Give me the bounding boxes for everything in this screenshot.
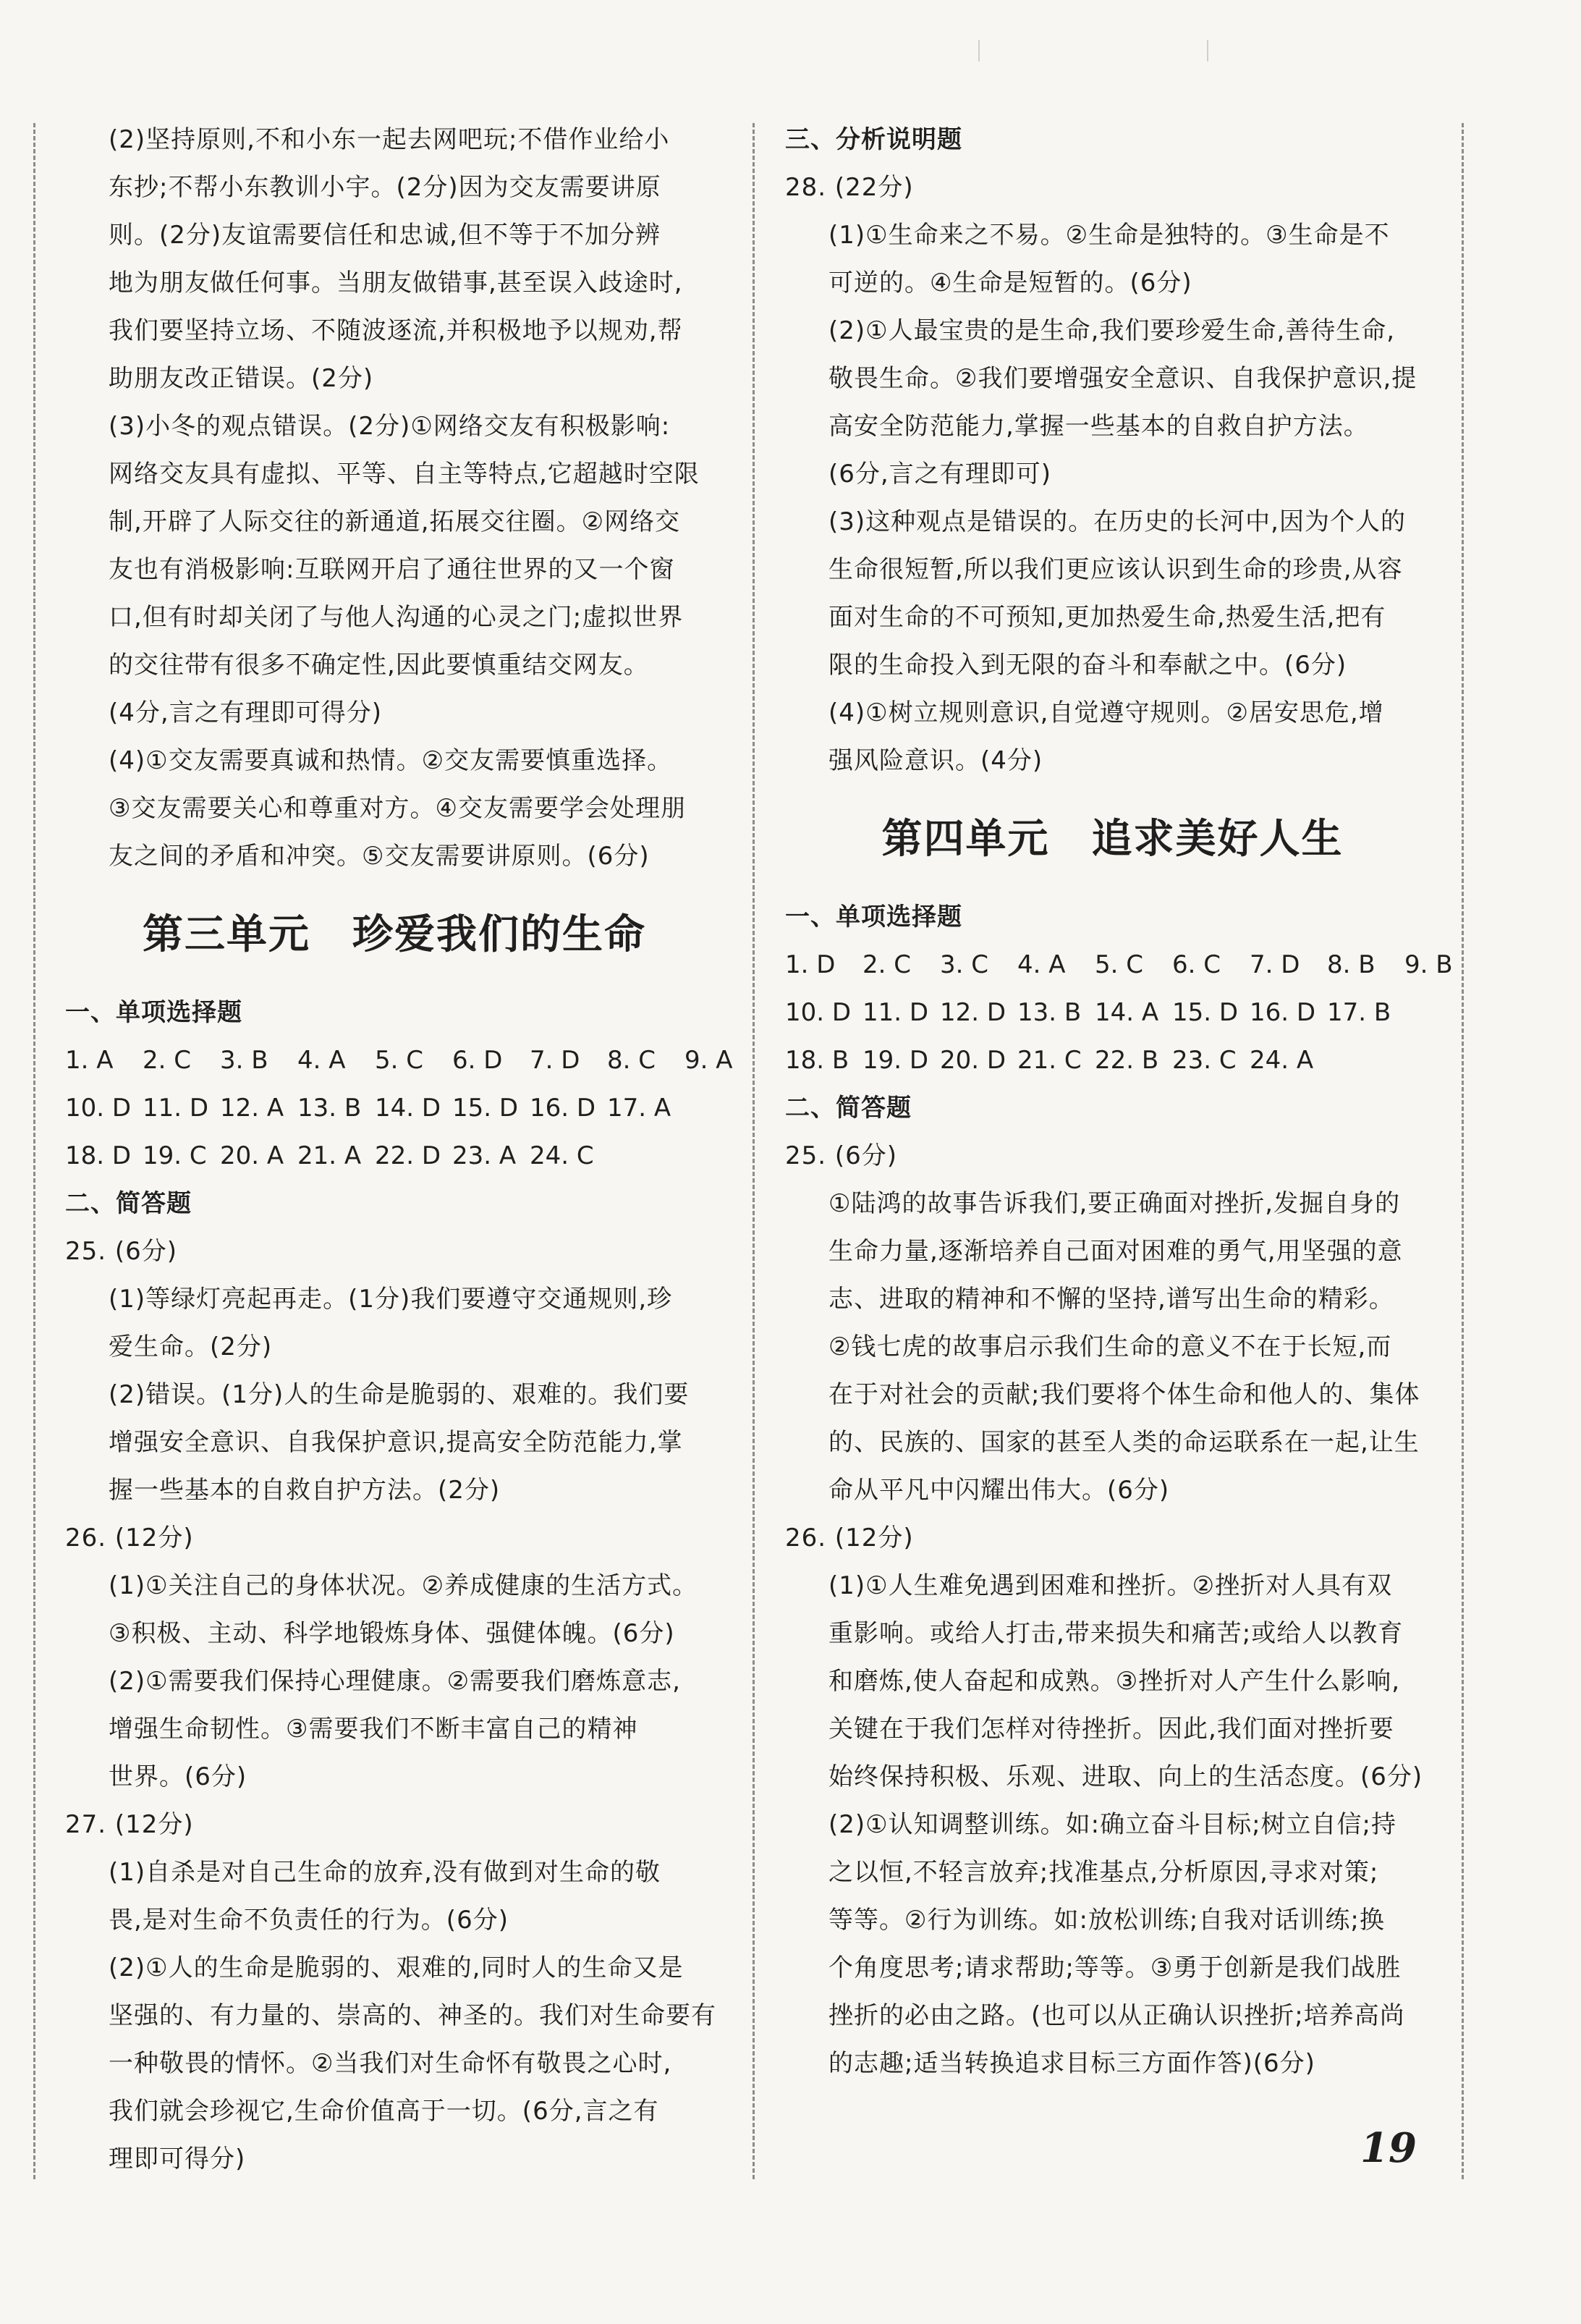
text-line: 面对生命的不可预知,更加热爱生命,热爱生活,把有	[828, 603, 1386, 632]
text-line: 的志趣;适当转换追求目标三方面作答)(6分)	[828, 2049, 1315, 2078]
unit-title: 第四单元 追求美好人生	[881, 815, 1344, 863]
answer-item: 22. B	[1095, 1046, 1159, 1075]
text-line: 友之间的矛盾和冲突。⑤交友需要讲原则。(6分)	[109, 842, 650, 871]
text-line: 可逆的。④生命是短暂的。(6分)	[828, 269, 1192, 297]
answer-item: 13. B	[297, 1094, 362, 1123]
text-line: 畏,是对生命不负责任的行为。(6分)	[109, 1906, 509, 1935]
answer-item: 6. C	[1172, 950, 1221, 979]
text-line: 强风险意识。(4分)	[828, 746, 1043, 775]
text-line: 个角度思考;请求帮助;等等。③勇于创新是我们战胜	[828, 1953, 1402, 1982]
answer-item: 24. C	[530, 1141, 594, 1170]
text-line: 高安全防范能力,掌握一些基本的自救自护方法。	[828, 412, 1369, 441]
answer-item: 19. C	[143, 1141, 207, 1170]
text-line: 在于对社会的贡献;我们要将个体生命和他人的、集体	[828, 1380, 1420, 1409]
text-line: 我们就会珍视它,生命价值高于一切。(6分,言之有	[109, 2097, 659, 2126]
scan-mark	[978, 40, 980, 62]
question-27-answer	[65, 1848, 724, 2183]
answer-item: 3. B	[220, 1046, 268, 1075]
section-heading: 三、分析说明题	[785, 125, 962, 154]
text-line: 关键在于我们怎样对待挫折。因此,我们面对挫折要	[828, 1715, 1394, 1744]
text-line: ③积极、主动、科学地锻炼身体、强健体魄。(6分)	[109, 1619, 675, 1648]
text-line: 口,但有时却关闭了与他人沟通的心灵之门;虚拟世界	[109, 603, 684, 632]
question-number: 27. (12分)	[65, 1810, 194, 1839]
answer-item: 3. C	[940, 950, 988, 979]
answer-item: 15. D	[1172, 998, 1239, 1027]
text-line: (2)①人的生命是脆弱的、艰难的,同时人的生命又是	[109, 1953, 684, 1982]
text-line: 爱生命。(2分)	[109, 1332, 273, 1361]
text-line: ①陆鸿的故事告诉我们,要正确面对挫折,发掘自身的	[828, 1189, 1401, 1218]
text-line: 生命力量,逐渐培养自己面对困难的勇气,用坚强的意	[828, 1237, 1403, 1266]
answer-item: 6. D	[452, 1046, 503, 1075]
answer-item: 21. A	[297, 1141, 362, 1170]
text-line: (6分,言之有理即可)	[828, 460, 1051, 489]
page-number: 19	[1360, 2124, 1417, 2172]
text-line: 限的生命投入到无限的奋斗和奉献之中。(6分)	[828, 651, 1347, 680]
text-line: 则。(2分)友谊需要信任和忠诚,但不等于不加分辨	[109, 221, 661, 250]
answer-item: 24. A	[1250, 1046, 1314, 1075]
question-25-answer	[65, 1275, 724, 1514]
text-line: (4)①交友需要真诚和热情。②交友需要慎重选择。	[109, 746, 673, 775]
answer-item: 8. C	[607, 1046, 656, 1075]
answer-item: 14. A	[1095, 998, 1159, 1027]
section-heading: 二、简答题	[785, 1094, 912, 1123]
answer-item: 5. C	[1095, 950, 1143, 979]
text-line: 握一些基本的自救自护方法。(2分)	[109, 1476, 501, 1505]
text-line: (3)小冬的观点错误。(2分)①网络交友有积极影响:	[109, 412, 671, 441]
answer-item: 22. D	[375, 1141, 441, 1170]
text-line: (3)这种观点是错误的。在历史的长河中,因为个人的	[828, 507, 1406, 536]
answer-item: 10. D	[65, 1094, 132, 1123]
text-line: 网络交友具有虚拟、平等、自主等特点,它超越时空限	[109, 460, 700, 489]
question-number: 28. (22分)	[785, 173, 914, 202]
question-28-answer	[785, 211, 1440, 785]
text-line: 增强安全意识、自我保护意识,提高安全防范能力,掌	[109, 1428, 683, 1457]
answer-item: 20. D	[940, 1046, 1006, 1075]
text-line: 我们要坚持立场、不随波逐流,并积极地予以规劝,帮	[109, 316, 683, 345]
answer-row	[785, 1036, 1440, 1084]
answer-item: 15. D	[452, 1094, 519, 1123]
question-25-answer	[785, 1180, 1440, 1514]
right-column	[785, 116, 1453, 2087]
unit-title: 第三单元 珍爱我们的生命	[143, 910, 646, 958]
answer-item: 7. D	[530, 1046, 580, 1075]
text-line: 友也有消极影响:互联网开启了通往世界的又一个窗	[109, 555, 675, 584]
answer-item: 12. D	[940, 998, 1006, 1027]
answer-item: 19. D	[862, 1046, 929, 1075]
text-line: 助朋友改正错误。(2分)	[109, 364, 374, 393]
text-line: 理即可得分)	[109, 2145, 246, 2173]
answer-item: 2. C	[143, 1046, 191, 1075]
text-line: (2)①人最宝贵的是生命,我们要珍爱生命,善待生命,	[828, 316, 1396, 345]
text-line: 的交往带有很多不确定性,因此要慎重结交网友。	[109, 651, 649, 680]
text-line: 敬畏生命。②我们要增强安全意识、自我保护意识,提	[828, 364, 1417, 393]
answer-item: 7. D	[1250, 950, 1300, 979]
answer-item: 2. C	[862, 950, 911, 979]
left-margin-rule	[33, 123, 35, 2179]
text-line: (1)自杀是对自己生命的放弃,没有做到对生命的敬	[109, 1858, 661, 1887]
text-line: ③交友需要关心和尊重对方。④交友需要学会处理朋	[109, 794, 686, 823]
scan-mark	[1207, 40, 1208, 62]
answer-item: 21. C	[1017, 1046, 1082, 1075]
text-line: (1)①关注自己的身体状况。②养成健康的生活方式。	[109, 1571, 698, 1600]
text-line: 增强生命韧性。③需要我们不断丰富自己的精神	[109, 1715, 638, 1744]
answer-item: 13. B	[1017, 998, 1082, 1027]
text-line: 制,开辟了人际交往的新通道,拓展交往圈。②网络交	[109, 507, 681, 536]
section-heading: 二、简答题	[65, 1189, 192, 1218]
text-line: (1)①生命来之不易。②生命是独特的。③生命是不	[828, 221, 1390, 250]
text-line: (4)①树立规则意识,自觉遵守规则。②居安思危,增	[828, 698, 1384, 727]
answer-item: 8. B	[1327, 950, 1376, 979]
text-line: (2)①需要我们保持心理健康。②需要我们磨炼意志,	[109, 1667, 681, 1696]
answer-row	[785, 941, 1453, 989]
answer-item: 20. A	[220, 1141, 284, 1170]
answer-item: 17. B	[1327, 998, 1391, 1027]
answer-item: 10. D	[785, 998, 852, 1027]
text-line: (2)错误。(1分)人的生命是脆弱的、艰难的。我们要	[109, 1380, 690, 1409]
question-number: 26. (12分)	[65, 1524, 194, 1552]
answer-item: 9. B	[1404, 950, 1453, 979]
text-line: (1)①人生难免遇到困难和挫折。②挫折对人具有双	[828, 1571, 1393, 1600]
answer-row	[65, 1084, 724, 1132]
answer-item: 9. A	[684, 1046, 733, 1075]
question-number: 25. (6分)	[785, 1141, 898, 1170]
question-26-answer	[65, 1562, 724, 1801]
text-line: (4分,言之有理即可得分)	[109, 698, 382, 727]
text-line: ②钱七虎的故事启示我们生命的意义不在于长短,而	[828, 1332, 1392, 1361]
left-column	[65, 116, 733, 2183]
text-line: 坚强的、有力量的、崇高的、神圣的。我们对生命要有	[109, 2001, 716, 2030]
answer-item: 11. D	[143, 1094, 209, 1123]
unit2-answers-continued	[65, 116, 724, 880]
answer-item: 12. A	[220, 1094, 284, 1123]
section-heading: 一、单项选择题	[65, 998, 242, 1027]
text-line: 志、进取的精神和不懈的坚持,谱写出生命的精彩。	[828, 1285, 1394, 1314]
text-line: 挫折的必由之路。(也可以从正确认识挫折;培养高尚	[828, 2001, 1405, 2030]
answer-item: 23. C	[1172, 1046, 1237, 1075]
text-line: (2)坚持原则,不和小东一起去网吧玩;不借作业给小	[109, 125, 670, 154]
text-line: 生命很短暂,所以我们更应该认识到生命的珍贵,从容	[828, 555, 1403, 584]
text-line: 的、民族的、国家的甚至人类的命运联系在一起,让生	[828, 1428, 1420, 1457]
answer-item: 5. C	[375, 1046, 423, 1075]
question-26-answer	[785, 1562, 1440, 2087]
answer-item: 1. A	[65, 1046, 114, 1075]
answer-item: 23. A	[452, 1141, 517, 1170]
answer-row	[785, 989, 1440, 1036]
text-line: 世界。(6分)	[109, 1762, 247, 1791]
answer-row	[65, 1036, 733, 1084]
question-number: 26. (12分)	[785, 1524, 914, 1552]
text-line: 重影响。或给人打击,带来损失和痛苦;或给人以教育	[828, 1619, 1404, 1648]
text-line: (1)等绿灯亮起再走。(1分)我们要遵守交通规则,珍	[109, 1285, 673, 1314]
text-line: 始终保持积极、乐观、进取、向上的生活态度。(6分)	[828, 1762, 1423, 1791]
text-line: 和磨炼,使人奋起和成熟。③挫折对人产生什么影响,	[828, 1667, 1401, 1696]
answer-item: 14. D	[375, 1094, 441, 1123]
answer-row	[65, 1132, 724, 1180]
column-divider	[753, 123, 755, 2179]
text-line: 等等。②行为训练。如:放松训练;自我对话训练;换	[828, 1906, 1385, 1935]
answer-item: 11. D	[862, 998, 929, 1027]
answer-item: 16. D	[530, 1094, 596, 1123]
text-line: 东抄;不帮小东教训小宇。(2分)因为交友需要讲原	[109, 173, 661, 202]
answer-item: 4. A	[297, 1046, 346, 1075]
answer-item: 18. D	[65, 1141, 132, 1170]
right-margin-rule	[1462, 123, 1464, 2179]
question-number: 25. (6分)	[65, 1237, 178, 1266]
section-heading: 一、单项选择题	[785, 903, 962, 931]
answer-item: 4. A	[1017, 950, 1066, 979]
answer-item: 17. A	[607, 1094, 671, 1123]
text-line: 命从平凡中闪耀出伟大。(6分)	[828, 1476, 1170, 1505]
text-line: 一种敬畏的情怀。②当我们对生命怀有敬畏之心时,	[109, 2049, 672, 2078]
answer-item: 1. D	[785, 950, 836, 979]
text-line: (2)①认知调整训练。如:确立奋斗目标;树立自信;持	[828, 1810, 1397, 1839]
answer-item: 18. B	[785, 1046, 849, 1075]
answer-item: 16. D	[1250, 998, 1316, 1027]
text-line: 地为朋友做任何事。当朋友做错事,甚至误入歧途时,	[109, 269, 683, 297]
text-line: 之以恒,不轻言放弃;找准基点,分析原因,寻求对策;	[828, 1858, 1379, 1887]
